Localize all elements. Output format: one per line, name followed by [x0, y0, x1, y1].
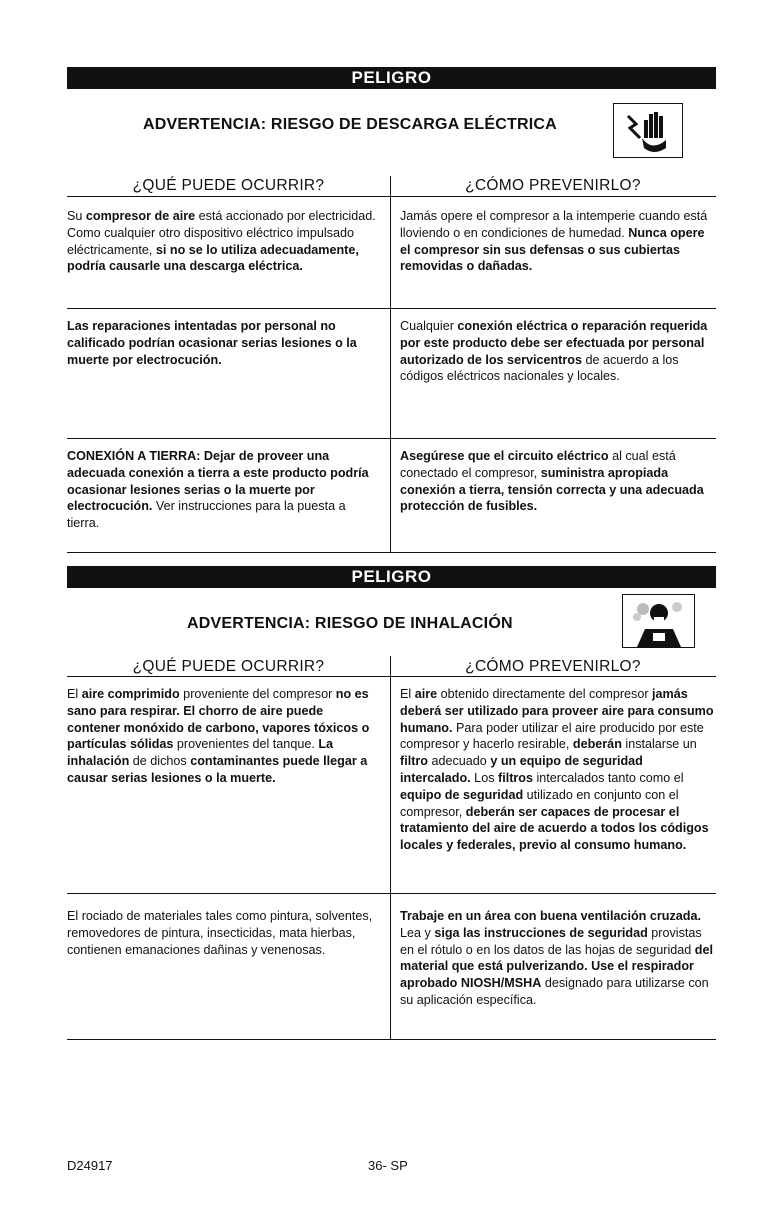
emphasis-text: equipo de seguridad — [400, 787, 524, 802]
col-head-what: ¿QUÉ PUEDE OCURRIR? — [132, 658, 325, 675]
column-divider — [390, 656, 391, 1039]
body-text: El rociado de materiales tales como pintura, solventes, removedores de pintura, insecticidas, mata hierbas, contienen emanaciones dañinas y venenosas. — [67, 909, 373, 957]
body-text: Jamás opere el compresor a la intemperie cuando está lloviendo o en condiciones de humedad. — [400, 209, 708, 240]
emphasis-text: siga las instrucciones de seguridad — [434, 925, 648, 940]
emphasis-text: CONEXIÓN A TIERRA: Dejar de proveer una adecuada conexión a tierra a este producto podría ocasionar lesiones serias o la muerte por electrocución. — [67, 449, 369, 514]
danger-banner: PELIGRO — [67, 566, 716, 588]
body-text: de dichos — [129, 754, 191, 769]
electric-shock-icon — [613, 103, 683, 158]
body-text: proveniente del compresor — [179, 687, 336, 701]
emphasis-text: Las reparaciones intentadas por personal no calificado podrían ocasionar serias lesiones o la muerte por electrocución. — [67, 319, 357, 367]
emphasis-text: filtros — [498, 770, 533, 785]
body-text: intercalados tanto como el — [532, 770, 684, 785]
emphasis-text: conexión eléctrica o reparación requerida por este producto debe ser efectuada por personal autorizado de los servicentros — [400, 319, 708, 367]
emphasis-text: Trabaje en un área con buena ventilación cruzada. — [400, 909, 701, 923]
divider — [67, 196, 716, 197]
body-text: adecuado — [427, 754, 491, 769]
divider — [67, 308, 716, 309]
emphasis-text: contaminantes puede llegar a causar serias lesiones o la muerte. — [67, 754, 368, 785]
row-2-right — [400, 318, 712, 385]
document-id: D24917 — [67, 1158, 113, 1173]
row-4-right — [400, 686, 716, 854]
emphasis-text: jamás deberá ser utilizado para proveer aire para consumo humano. — [400, 687, 714, 735]
emphasis-text: La inhalación — [67, 737, 334, 769]
body-text: utilizado en conjunto con el compresor, — [400, 787, 679, 819]
body-text: provenientes del tanque. — [173, 737, 319, 752]
emphasis-text: filtro — [400, 754, 428, 769]
respirator-mask-icon — [622, 594, 695, 648]
row-3-left — [67, 448, 379, 532]
row-2-left — [67, 318, 379, 368]
emphasis-text: Nunca opere el compresor sin sus defensas o sus cubiertas removidas o dañadas. — [400, 225, 705, 274]
body-text: Lea y — [400, 925, 435, 940]
emphasis-text: del material que está pulverizando. Use el respirador aprobado NIOSH/MSHA — [400, 942, 713, 991]
body-text: Cualquier — [400, 319, 458, 333]
emphasis-text: y un equipo de seguridad intercalado. — [400, 754, 643, 785]
row-1-right — [400, 208, 712, 275]
row-5-left — [67, 908, 381, 958]
body-text: al cual está conectado el compresor, — [400, 449, 676, 480]
emphasis-text: compresor de aire — [85, 209, 196, 223]
body-text: Ver instrucciones para la puesta a tierra. — [67, 499, 346, 531]
body-text: de acuerdo a los códigos eléctricos nacionales y locales. — [400, 352, 679, 384]
row-4-left — [67, 686, 379, 787]
body-text: obtenido directamente del compresor — [437, 687, 653, 701]
danger-banner: PELIGRO — [67, 67, 716, 89]
row-1-left — [67, 208, 377, 275]
body-text: Para poder utilizar el aire producido por este compresor y hacerlo resirable, — [400, 720, 704, 752]
emphasis-text: deberán ser capaces de procesar el tratamiento del aire de acuerdo a todos los códigos locales y federales, previo al consumo humano. — [400, 804, 709, 853]
page-number: 36- SP — [368, 1158, 408, 1173]
warning-title: ADVERTENCIA: RIESGO DE INHALACIÓN — [187, 615, 513, 632]
row-3-right — [400, 448, 712, 515]
divider — [67, 552, 716, 553]
column-divider — [390, 176, 391, 552]
divider — [67, 1039, 716, 1040]
emphasis-text: suministra apropiada conexión a tierra, tensión correcta y una adecuada protección de fusibles. — [400, 465, 704, 514]
divider — [67, 893, 716, 894]
emphasis-text: no es sano para respirar. El chorro de aire puede contener monóxido de carbono, vapores tóxicos o partículas sólidas — [67, 687, 370, 752]
col-head-what: ¿QUÉ PUEDE OCURRIR? — [132, 177, 325, 194]
emphasis-text: aire comprimido — [81, 687, 180, 701]
divider — [67, 676, 716, 677]
body-text: El — [67, 687, 82, 701]
emphasis-text: deberán — [572, 737, 622, 752]
emphasis-text: aire — [414, 687, 438, 701]
col-head-prevent: ¿CÓMO PREVENIRLO? — [465, 177, 641, 194]
body-text: Los — [470, 770, 498, 785]
body-text: Su — [67, 209, 86, 223]
divider — [67, 438, 716, 439]
body-text: instalarse un — [621, 737, 697, 752]
body-text: está accionado por electricidad. Como cualquier otro dispositivo eléctrico impulsado eléctricamente, — [67, 209, 376, 257]
body-text: El — [400, 687, 415, 701]
warning-title: ADVERTENCIA: RIESGO DE DESCARGA ELÉCTRICA — [143, 116, 557, 133]
body-text: provistas en el rótulo o en los datos de las hojas de seguridad — [400, 925, 702, 957]
emphasis-text: si no se lo utiliza adecuadamente, podría causarle una descarga eléctrica. — [67, 242, 359, 274]
body-text: designado para utilizarse con su aplicación específica. — [400, 976, 709, 1007]
row-5-right — [400, 908, 716, 1009]
col-head-prevent: ¿CÓMO PREVENIRLO? — [465, 658, 641, 675]
emphasis-text: Asegúrese que el circuito eléctrico — [400, 449, 609, 463]
